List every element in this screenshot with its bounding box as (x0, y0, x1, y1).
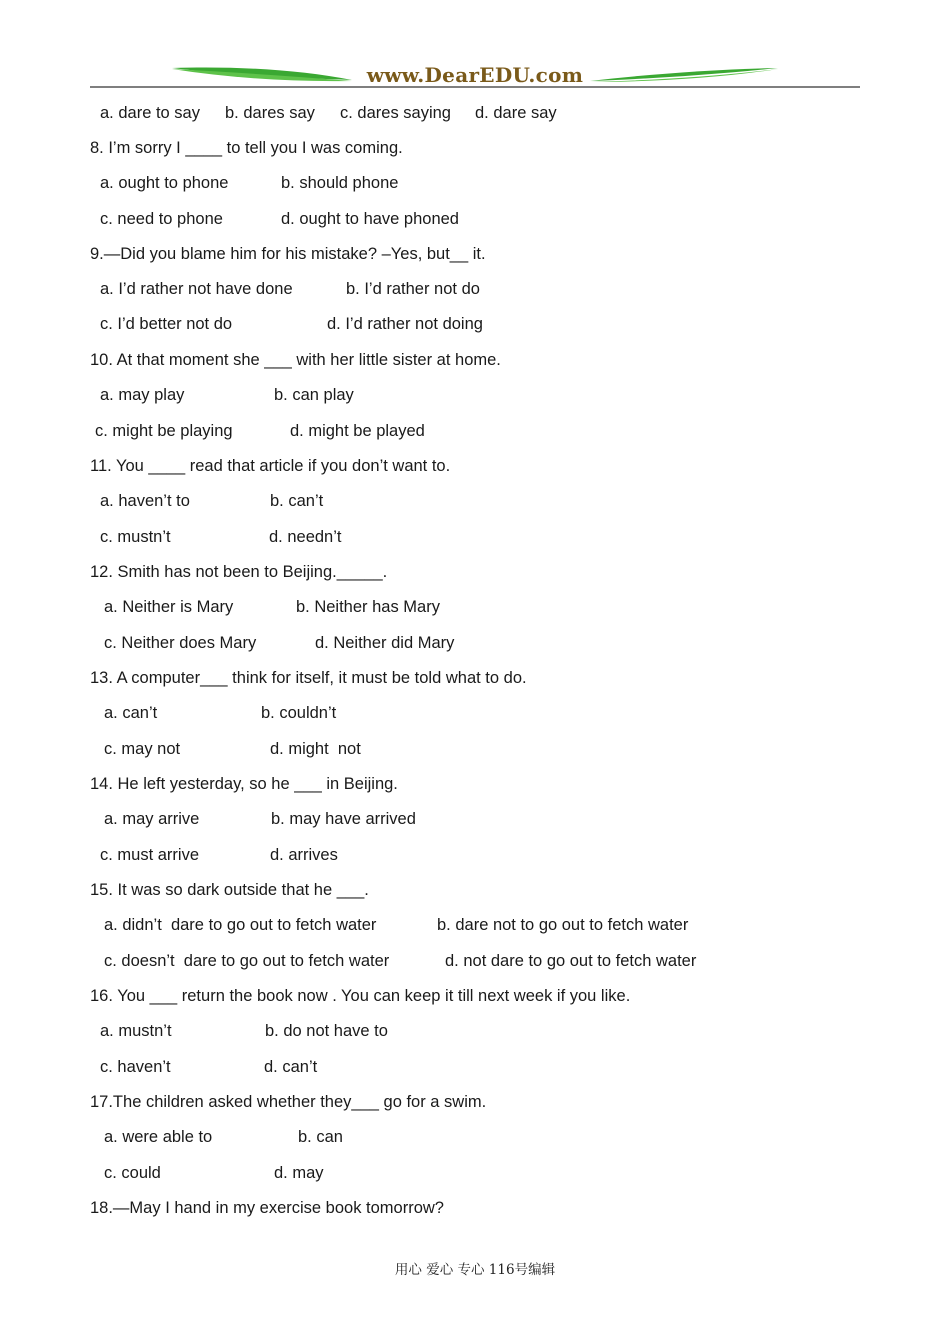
site-logo-text: www.DearEDU.com (366, 63, 584, 87)
answer-option: d. might not (270, 740, 361, 758)
answer-option: b. couldn’t (261, 704, 337, 722)
answer-option: d. dare say (475, 104, 557, 122)
answer-option: c. I’d better not do (100, 315, 233, 333)
answer-option: a. ought to phone (100, 174, 229, 192)
question-text: 12. Smith has not been to Beijing._____. (90, 563, 388, 581)
answer-option: b. can’t (270, 492, 324, 510)
answer-option: a. didn’t dare to go out to fetch water (104, 916, 377, 934)
answer-option: a. mustn’t (100, 1022, 172, 1040)
answer-option: a. were able to (104, 1128, 213, 1146)
question-text: 15. It was so dark outside that he ___. (90, 881, 369, 899)
answer-option: c. could (104, 1164, 161, 1182)
question-text: 17.The children asked whether they___ go for a swim. (90, 1093, 487, 1111)
answer-option: d. might be played (290, 422, 425, 440)
page-header (90, 60, 860, 90)
answer-option: b. dare not to go out to fetch water (437, 916, 689, 934)
question-text: 9.—Did you blame him for his mistake? –Yes, but__ it. (90, 245, 486, 263)
answer-option: b. should phone (281, 174, 399, 192)
answer-option: d. may (274, 1164, 324, 1182)
question-text: 8. I’m sorry I ____ to tell you I was coming. (90, 139, 403, 157)
page-footer: 用心 爱心 专心 116号编辑 (394, 1262, 556, 1278)
answer-option: b. do not have to (265, 1022, 388, 1040)
question-text: 11. You ____ read that article if you don’t want to. (90, 457, 451, 475)
answer-option: d. arrives (270, 846, 338, 864)
question-text: 18.—May I hand in my exercise book tomorrow? (90, 1199, 444, 1217)
answer-option: c. Neither does Mary (104, 634, 257, 652)
answer-option: c. mustn’t (100, 528, 171, 546)
answer-option: c. doesn’t dare to go out to fetch water (104, 952, 390, 970)
answer-option: a. may play (100, 386, 185, 404)
answer-option: a. can’t (104, 704, 158, 722)
answer-option: d. not dare to go out to fetch water (445, 952, 697, 970)
answer-option: c. need to phone (100, 210, 223, 228)
question-text: 10. At that moment she ___ with her little sister at home. (90, 351, 501, 369)
answer-option: c. dares saying (340, 104, 451, 122)
answer-option: b. dares say (225, 104, 315, 122)
answer-option: d. ought to have phoned (281, 210, 459, 228)
answer-option: b. can (298, 1128, 343, 1146)
answer-option: b. I’d rather not do (346, 280, 480, 298)
question-text: 16. You ___ return the book now . You can keep it till next week if you like. (90, 987, 631, 1005)
answer-option: b. can play (274, 386, 354, 404)
answer-option: a. I’d rather not have done (100, 280, 293, 298)
answer-option: d. I’d rather not doing (327, 315, 483, 333)
answer-option: d. Neither did Mary (315, 634, 455, 652)
answer-option: a. may arrive (104, 810, 200, 828)
answer-option: a. haven’t to (100, 492, 190, 510)
question-text: 14. He left yesterday, so he ___ in Beijing. (90, 775, 398, 793)
answer-option: c. haven’t (100, 1058, 171, 1076)
answer-option: c. may not (104, 740, 181, 758)
question-text: 13. A computer___ think for itself, it must be told what to do. (90, 669, 527, 687)
answer-option: c. might be playing (95, 422, 233, 440)
answer-option: b. may have arrived (271, 810, 416, 828)
answer-option: c. must arrive (100, 846, 200, 864)
answer-option: a. dare to say (100, 104, 200, 122)
answer-option: a. Neither is Mary (104, 598, 234, 616)
answer-option: b. Neither has Mary (296, 598, 440, 616)
answer-option: d. can’t (264, 1058, 318, 1076)
answer-option: d. needn’t (269, 528, 342, 546)
